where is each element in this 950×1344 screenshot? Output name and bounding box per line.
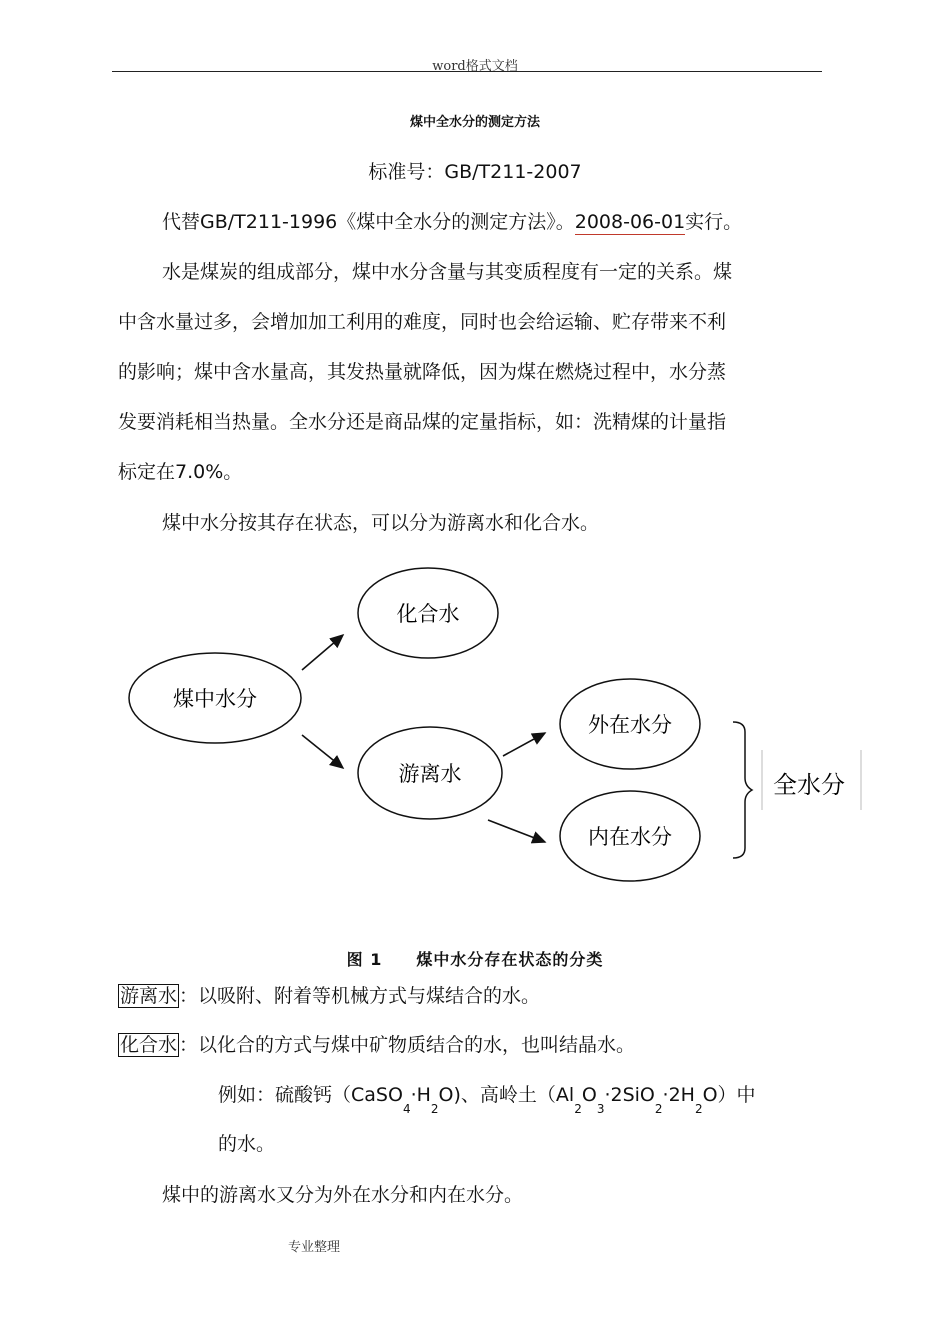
external-moisture-label: 外在水分 <box>588 713 672 737</box>
example-line-2: 的水。 <box>218 1133 276 1155</box>
subscript: 4 <box>402 1102 411 1116</box>
root-label: 煤中水分 <box>173 687 257 711</box>
arrow-to-external <box>503 733 545 756</box>
total-brace <box>733 722 752 858</box>
example-text: ·H <box>410 1084 431 1106</box>
total-moisture-label: 全水分 <box>773 771 845 799</box>
page-footer: 专业整理 <box>288 1240 341 1255</box>
example-text: ·2SiO <box>604 1084 655 1106</box>
para1-line: 标定在7.0%。 <box>118 461 243 483</box>
para1-line: 发要消耗相当热量。全水分还是商品煤的定量指标，如：洗精煤的计量指 <box>118 411 727 433</box>
para1-line: 的影响；煤中含水量高，其发热量就降低，因为煤在燃烧过程中，水分蒸 <box>118 361 727 383</box>
combined-water-label: 化合水 <box>396 602 460 626</box>
example-text: O）中 <box>702 1084 756 1106</box>
definition-combined-text: ：以化合的方式与煤中矿物质结合的水，也叫结晶水。 <box>179 1034 636 1056</box>
example-text: O <box>581 1084 597 1106</box>
internal-moisture-label: 内在水分 <box>588 825 672 849</box>
figure-caption: 图 1 煤中水分存在状态的分类 <box>346 950 604 969</box>
replace-prefix: 代替GB/T211-1996《煤中全水分的测定方法》。 <box>162 211 575 233</box>
replace-suffix: 实行。 <box>685 211 743 233</box>
standard-number: 标准号：GB/T211-2007 <box>368 161 582 183</box>
replace-line <box>162 207 742 234</box>
term-free-water: 游离水 <box>120 985 178 1007</box>
definition-free-water <box>118 981 540 1008</box>
definition-free-text: ：以吸附、附着等机械方式与煤结合的水。 <box>179 985 541 1007</box>
example-line <box>218 1080 756 1116</box>
arrow-to-combined <box>302 635 343 670</box>
para1-line: 中含水量过多，会增加加工利用的难度，同时也会给运输、贮存带来不利 <box>118 311 727 333</box>
moisture-classification-diagram <box>0 560 950 900</box>
subscript: 2 <box>654 1102 663 1116</box>
free-water-label: 游离水 <box>398 762 462 786</box>
arrow-to-free <box>302 735 343 768</box>
example-text: O)、高岭土（Al <box>438 1084 575 1106</box>
definition-combined-water <box>118 1030 635 1057</box>
subscript: 2 <box>574 1102 582 1116</box>
para2: 煤中水分按其存在状态，可以分为游离水和化合水。 <box>162 512 600 534</box>
page-header: word格式文档 <box>432 59 518 74</box>
subscript: 2 <box>694 1102 703 1116</box>
effective-date: 2008-06-01 <box>574 211 686 233</box>
arrow-to-internal <box>488 820 545 842</box>
example-text: ·2H <box>662 1084 695 1106</box>
subscript: 2 <box>430 1102 439 1116</box>
subscript: 3 <box>596 1102 605 1116</box>
para1-line: 水是煤炭的组成部分，煤中水分含量与其变质程度有一定的关系。煤 <box>162 261 733 283</box>
para3: 煤中的游离水又分为外在水分和内在水分。 <box>162 1184 524 1206</box>
term-combined-water: 化合水 <box>120 1034 178 1056</box>
document-title: 煤中全水分的测定方法 <box>409 115 540 130</box>
header-divider <box>112 71 822 72</box>
example-text: 例如：硫酸钙（CaSO <box>218 1084 403 1106</box>
